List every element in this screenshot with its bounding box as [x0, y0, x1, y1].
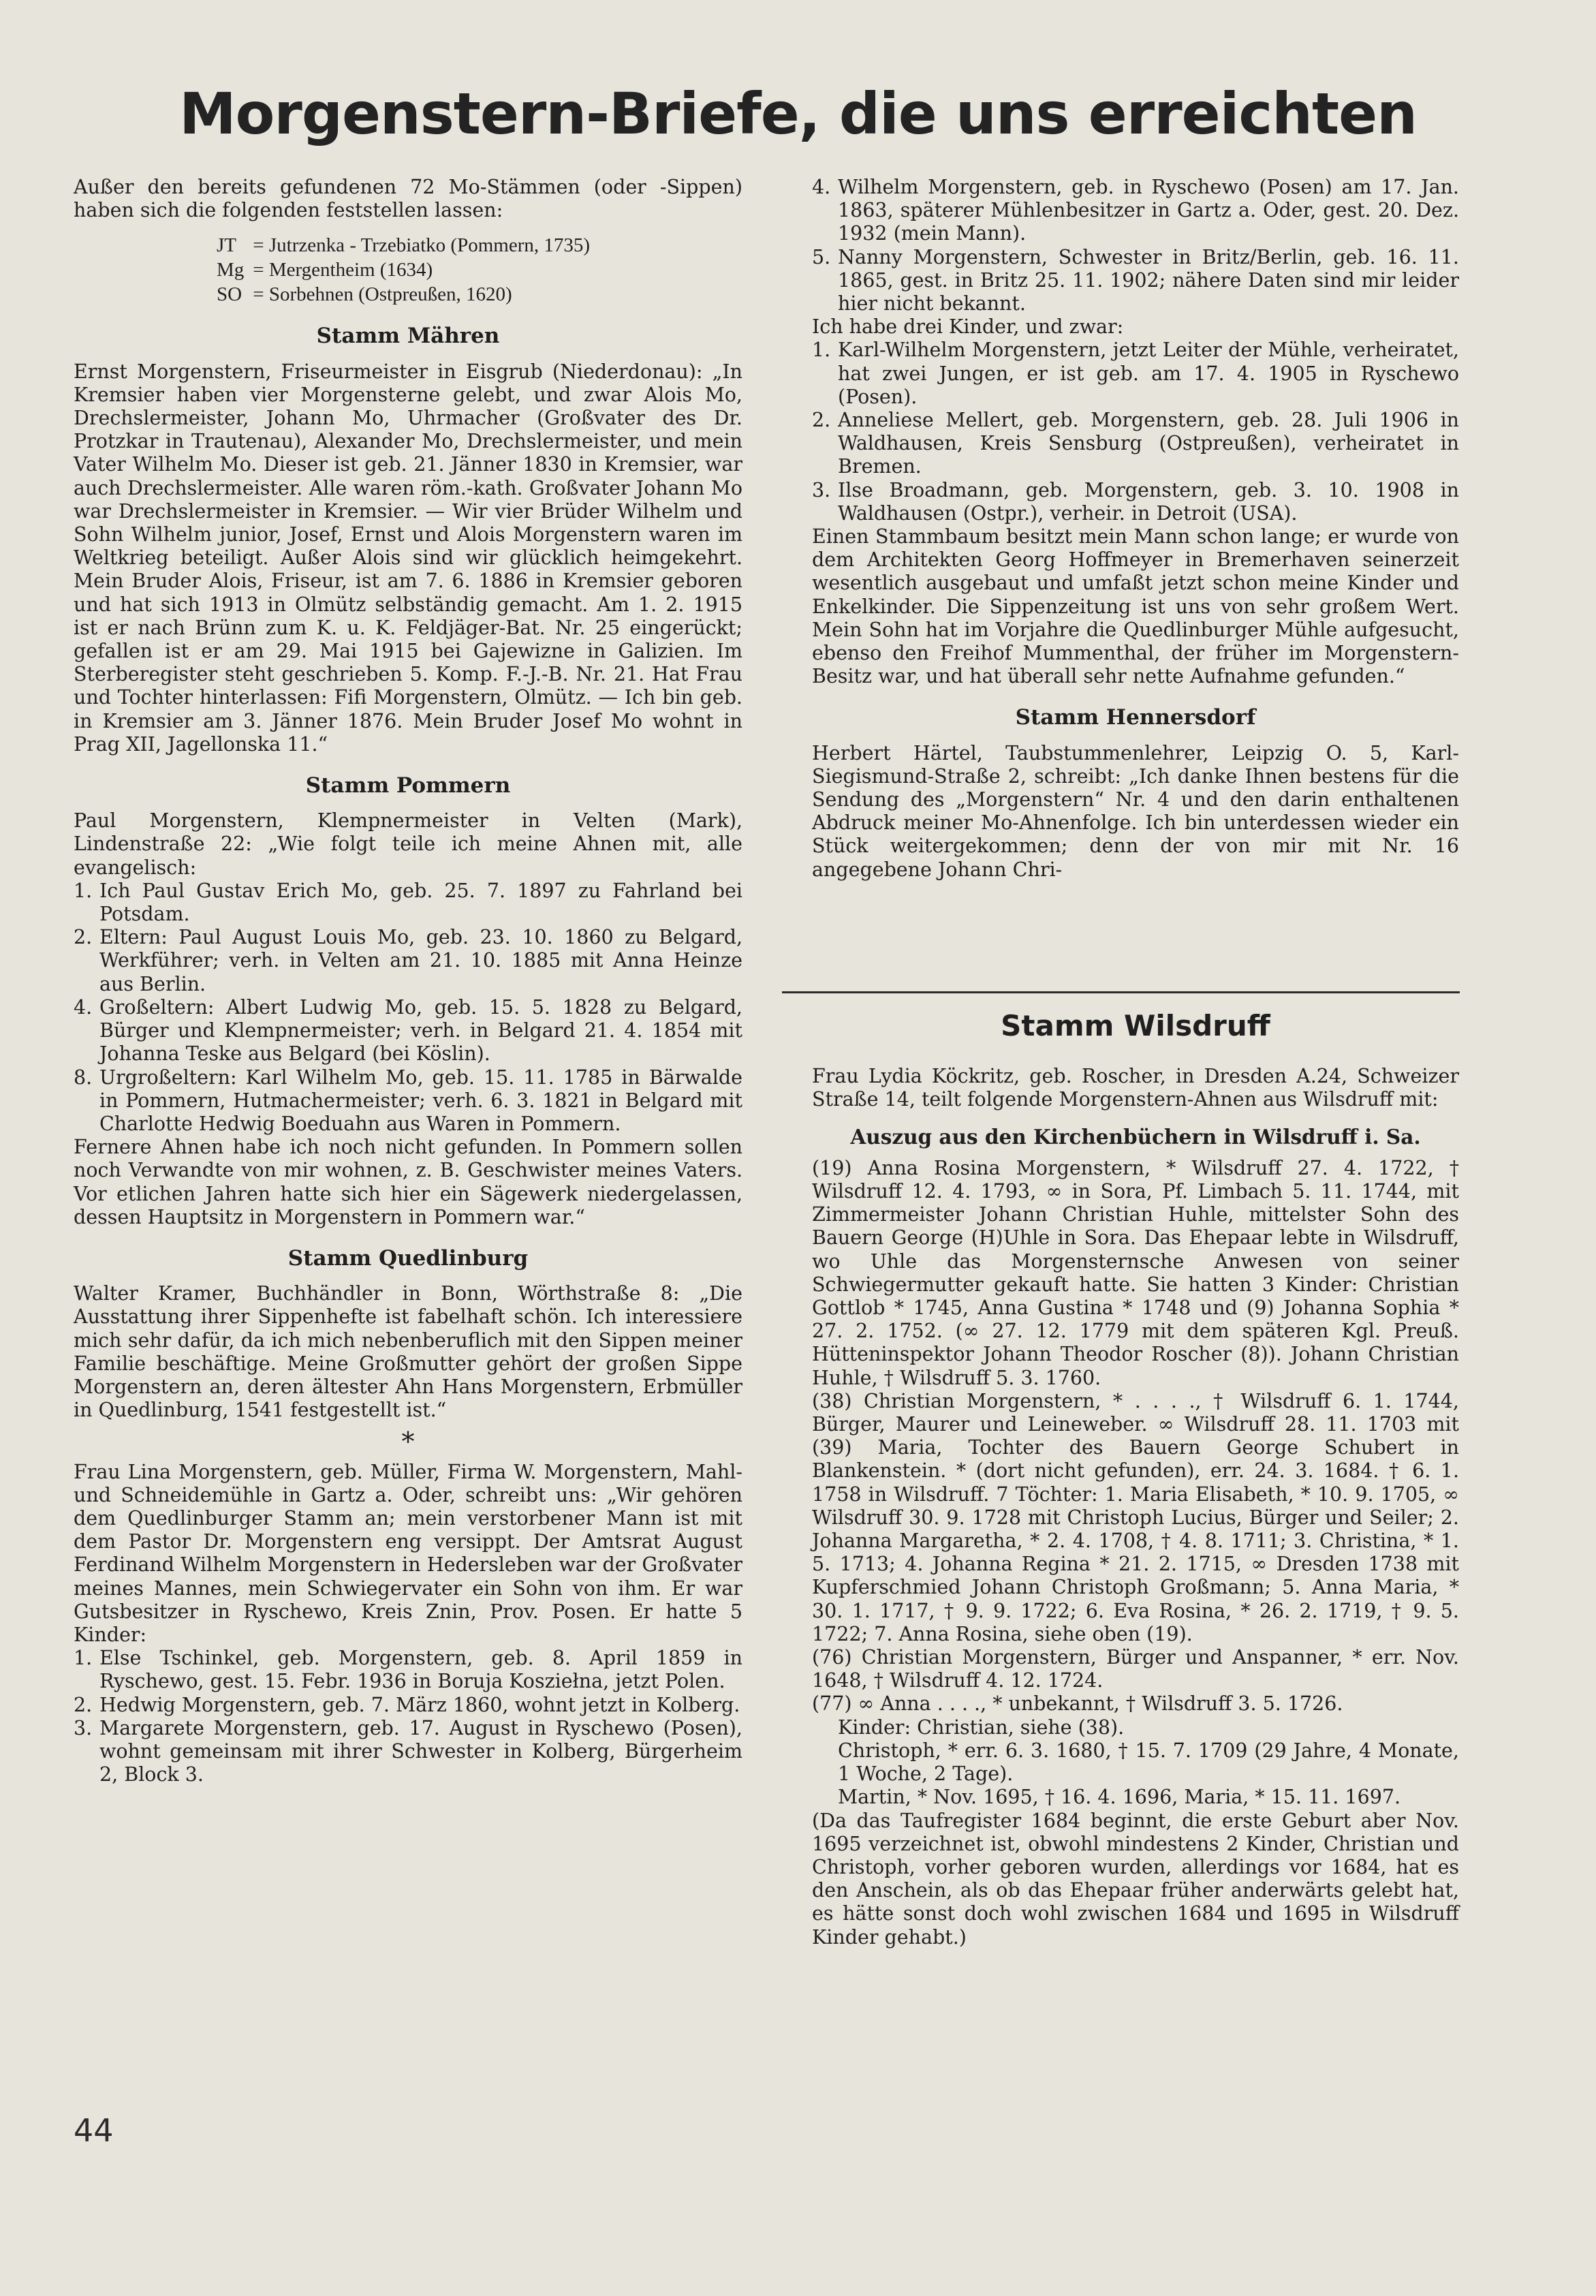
wilsdruff-note: (Da das Taufregister 1684 beginnt, die erste Geburt aber Nov. 1695 verzeichnet ist, obwohl mindestens 2 Kinder, Christian und Christoph, vorher geboren wurden, allerdings vor 1684, hat es den Anschein, als ob das Ehepaar früher anderwärts gelebt hat, es hätte sonst doch wohl zwischen 1684 und 1695 in Wilsdruff Kinder gehabt.) [812, 1809, 1459, 1949]
wilsdruff-intro: Frau Lydia Köckritz, geb. Roscher, in Dresden A.24, Schweizer Straße 14, teilt folgende Morgenstern-Ahnen aus Wilsdruff mit: [812, 1065, 1459, 1111]
list-item: 4. Großeltern: Albert Ludwig Mo, geb. 15. 5. 1828 zu Belgard, Bürger und Klempnermeister; verh. in Belgard 21. 4. 1854 mit Johanna Teske aus Belgard (bei Köslin). [74, 995, 742, 1066]
wilsdruff-child: Kinder: Christian, siehe (38). [838, 1716, 1125, 1739]
quedlinburg-text-2: Frau Lina Morgenstern, geb. Müller, Firma W. Morgenstern, Mahl- und Schneidemühle in Gartz a. Oder, schreibt uns: „Wir gehören dem Quedlinburger Stamm an; mein verstorbener Mann ist mit dem Pastor Dr. Morgenstern eng versippt. Der Amtsrat August Ferdinand Wilhelm Morgenstern in Hedersleben war der Großvater meines Mannes, mein Schwiegervater ein Sohn von ihm. Er war Gutsbesitzer in Ryschewo, Kreis Znin, Prov. Posen. Er hatte 5 Kinder: [74, 1460, 742, 1646]
wilsdruff-entry: (38) Christian Morgenstern, * . . . ., † Wilsdruff 6. 1. 1744, Bürger, Maurer und Leineweber. ∞ Wilsdruff 28. 11. 1703 mit (39) Maria, Tochter des Bauern George Schubert in Blankenstein. * (dort nicht gefunden), err. 24. 3. 1684. † 6. 1. 1758 in Wilsdruff. 7 Töchter: 1. Maria Elisabeth, * 10. 9. 1705, ∞ Wilsdruff 30. 9. 1728 mit Christoph Lucius, Bürger und Seiler; 2. Johanna Margaretha, * 2. 4. 1708, † 4. 8. 1711; 3. Christina, * 1. 5. 1713; 4. Johanna Regina * 21. 2. 1715, ∞ Dresden 1738 mit Kupferschmied Johann Christoph Großmann; 5. Anna Maria, * 30. 1. 1717, † 9. 9. 1722; 6. Eva Rosina, * 26. 2. 1719, † 9. 5. 1722; 7. Anna Rosina, siehe oben (19). [812, 1389, 1459, 1645]
left-column [74, 176, 742, 1786]
quedlinburg-text: Walter Kramer, Buchhändler in Bonn, Wörthstraße 8: „Die Ausstattung ihrer Sippenhefte ist fabelhaft schön. Ich interessiere mich sehr dafür, da ich mich nebenberuflich mit den Sippen meiner Familie beschäftige. Meine Großmutter gehört der großen Sippe Morgenstern an, deren ältester Ahn Hans Morgenstern, Erbmüller in Quedlinburg, 1541 festgestellt ist.“ [74, 1282, 742, 1422]
wilsdruff-entry: (19) Anna Rosina Morgenstern, * Wilsdruff 27. 4. 1722, † Wilsdruff 12. 4. 1793, ∞ in Sora, Pf. Limbach 5. 11. 1744, mit Zimmermeister Johann Christian Huhle, mittelster Sohn des Bauern George (H)Uhle in Sora. Das Ehepaar lebte in Wilsdruff, wo Uhle das Morgensternsche Anwesen von seiner Schwiegermutter gekauft hatte. Sie hatten 3 Kinder: Christian Gottlob * 1745, Anna Gustina * 1748 und (9) Johanna Sophia * 27. 2. 1752. (∞ 27. 12. 1779 mit dem späteren Kgl. Preuß. Hütteninspektor Johann Theodor Roscher (8)). Johann Christian Huhle, † Wilsdruff 5. 3. 1760. [812, 1156, 1459, 1389]
list-item: 2. Anneliese Mellert, geb. Morgenstern, geb. 28. Juli 1906 in Waldhausen, Kreis Sensburg (Ostpreußen), verheiratet in Bremen. [812, 409, 1459, 478]
section-divider-star: * [401, 1427, 415, 1457]
abbreviation-item: SO = Sorbehnen (Ostpreußen, 1620) [217, 283, 512, 306]
page-title: Morgenstern-Briefe, die uns erreichten [179, 80, 1417, 147]
right-column [812, 176, 1459, 882]
wilsdruff-column [812, 1009, 1459, 1949]
list-item: 3. Margarete Morgenstern, geb. 17. August in Ryschewo (Posen), wohnt gemeinsam mit ihrer Schwester in Kolberg, Bürgerheim 2, Block 3. [74, 1716, 742, 1786]
intro-text: Außer den bereits gefundenen 72 Mo-Stämmen (oder -Sippen) haben sich die folgenden feststellen lassen: [74, 176, 742, 222]
wilsdruff-child: Martin, * Nov. 1695, † 16. 4. 1696, Maria, * 15. 11. 1697. [838, 1786, 1401, 1809]
own-children-intro: Ich habe drei Kinder, und zwar: [812, 315, 1124, 339]
maehren-text: Ernst Morgenstern, Friseurmeister in Eisgrub (Niederdonau): „In Kremsier haben vier Morgensterne gelebt, und zwar Alois Mo, Drechslermeister, Johann Mo, Uhrmacher (Großvater des Dr. Protzkar in Trautenau), Alexander Mo, Drechslermeister, und mein Vater Wilhelm Mo. Dieser ist geb. 21. Jänner 1830 in Kremsier, war auch Drechslermeister. Alle waren röm.-kath. Großvater Johann Mo war Drechslermeister in Kremsier. — Wir vier Brüder Wilhelm und Sohn Wilhelm junior, Josef, Ernst und Alois Morgenstern waren im Weltkrieg beteiligt. Außer Alois sind wir glücklich heimgekehrt. Mein Bruder Alois, Friseur, ist am 7. 6. 1886 in Kremsier geboren und hat sich 1913 in Olmütz selbständig gemacht. Am 1. 2. 1915 ist er nach Brünn zum K. u. K. Feldjäger-Bat. Nr. 25 eingerückt; gefallen ist er am 29. Mai 1915 bei Gajewizne in Galizien. Im Sterberegister steht geschrieben 5. Komp. F.-J.-B. Nr. 21. Hat Frau und Tochter hinterlassen: Fifi Morgenstern, Olmütz. — Ich bin geb. in Kremsier am 3. Jänner 1876. Mein Bruder Josef Mo wohnt in Prag XII, Jagellonska 11.“ [74, 360, 742, 756]
list-item: 5. Nanny Morgenstern, Schwester in Britz/Berlin, geb. 16. 11. 1865, gest. in Britz 25. 11. 1902; nähere Daten sind mir leider hier nicht bekannt. [812, 245, 1459, 315]
section-heading-hennersdorf: Stamm Hennersdorf [1015, 705, 1256, 730]
quedlinburg-closing: Einen Stammbaum besitzt mein Mann schon lange; er wurde von dem Architekten Georg Hoffmeyer in Bremerhaven seinerzeit wesentlich ausgebaut und umfaßt jetzt schon meine Kinder und Enkelkinder. Die Sippenzeitung ist uns von sehr großem Wert. Mein Sohn hat im Vorjahre die Quedlinburger Mühle aufgesucht, ebenso den Freihof Mummenthal, der früher im Morgenstern-Besitz war, und hat überall sehr nette Aufnahme gefunden.“ [812, 525, 1459, 688]
abbreviation-list [217, 233, 742, 307]
pommern-closing: Fernere Ahnen habe ich noch nicht gefunden. In Pommern sollen noch Verwandte von mir wohnen, z. B. Geschwister meines Vaters. Vor etlichen Jahren hatte sich hier ein Sägewerk niedergelassen, dessen Hauptsitz in Morgenstern in Pommern war.“ [74, 1136, 742, 1228]
wilsdruff-entry: (76) Christian Morgenstern, Bürger und Anspanner, * err. Nov. 1648, † Wilsdruff 4. 12. 1724. [812, 1646, 1459, 1692]
list-item: 3. Ilse Broadmann, geb. Morgenstern, geb. 3. 10. 1908 in Waldhausen (Ostpr.), verheir. in Detroit (USA). [812, 478, 1459, 525]
abbreviation-item: Mg = Mergentheim (1634) [217, 259, 433, 281]
list-item: 1. Karl-Wilhelm Morgenstern, jetzt Leiter der Mühle, verheiratet, hat zwei Jungen, er ist geb. am 17. 4. 1905 in Ryschewo (Posen). [812, 339, 1459, 408]
pommern-intro: Paul Morgenstern, Klempnermeister in Velten (Mark), Lindenstraße 22: „Wie folgt teile ich meine Ahnen mit, alle evangelisch: [74, 809, 742, 879]
page-number: 44 [74, 2112, 114, 2149]
wilsdruff-child: Christoph, * err. 6. 3. 1680, † 15. 7. 1709 (29 Jahre, 4 Monate, 1 Woche, 2 Tage). [838, 1739, 1459, 1786]
section-heading-wilsdruff: Stamm Wilsdruff [1001, 1009, 1270, 1042]
list-item: 1. Else Tschinkel, geb. Morgenstern, geb. 8. April 1859 in Ryschewo, gest. 15. Febr. 1936 in Boruja Kosziełna, jetzt Polen. [74, 1647, 742, 1693]
section-heading-maehren: Stamm Mähren [316, 324, 500, 349]
hennersdorf-text: Herbert Härtel, Taubstummenlehrer, Leipzig O. 5, Karl-Siegismund-Straße 2, schreibt: „Ich danke Ihnen bestens für die Sendung des „Morgenstern“ Nr. 4 und den darin enthaltenen Abdruck meiner Mo-Ahnenfolge. Ich bin unterdessen wieder ein Stück weitergekommen; denn der von mir mit Nr. 16 angegebene Johann Chri- [812, 741, 1459, 881]
list-item: 2. Hedwig Morgenstern, geb. 7. März 1860, wohnt jetzt in Kolberg. [74, 1693, 740, 1716]
section-heading-pommern: Stamm Pommern [305, 773, 511, 798]
list-item: 1. Ich Paul Gustav Erich Mo, geb. 25. 7. 1897 zu Fahrland bei Potsdam. [74, 879, 742, 926]
list-item: 8. Urgroßeltern: Karl Wilhelm Mo, geb. 15. 11. 1785 in Bärwalde in Pommern, Hutmachermeister; verh. 6. 3. 1821 in Belgard mit Charlotte Hedwig Boeduahn aus Waren in Pommern. [74, 1066, 742, 1135]
wilsdruff-entry: (77) ∞ Anna . . . ., * unbekannt, † Wilsdruff 3. 5. 1726. [812, 1692, 1343, 1716]
abbreviation-item: JT = Jutrzenka - Trzebiatko (Pommern, 1735) [217, 234, 591, 257]
section-divider-rule [782, 991, 1460, 993]
wilsdruff-subheading: Auszug aus den Kirchenbüchern in Wilsdruff i. Sa. [850, 1124, 1421, 1149]
list-item: 2. Eltern: Paul August Louis Mo, geb. 23. 10. 1860 zu Belgard, Werkführer; verh. in Velten am 21. 10. 1885 mit Anna Heinze aus Berlin. [74, 926, 742, 995]
section-heading-quedlinburg: Stamm Quedlinburg [287, 1245, 529, 1271]
list-item: 4. Wilhelm Morgenstern, geb. in Ryschewo (Posen) am 17. Jan. 1863, späterer Mühlenbesitzer in Gartz a. Oder, gest. 20. Dez. 1932 (mein Mann). [812, 176, 1459, 245]
